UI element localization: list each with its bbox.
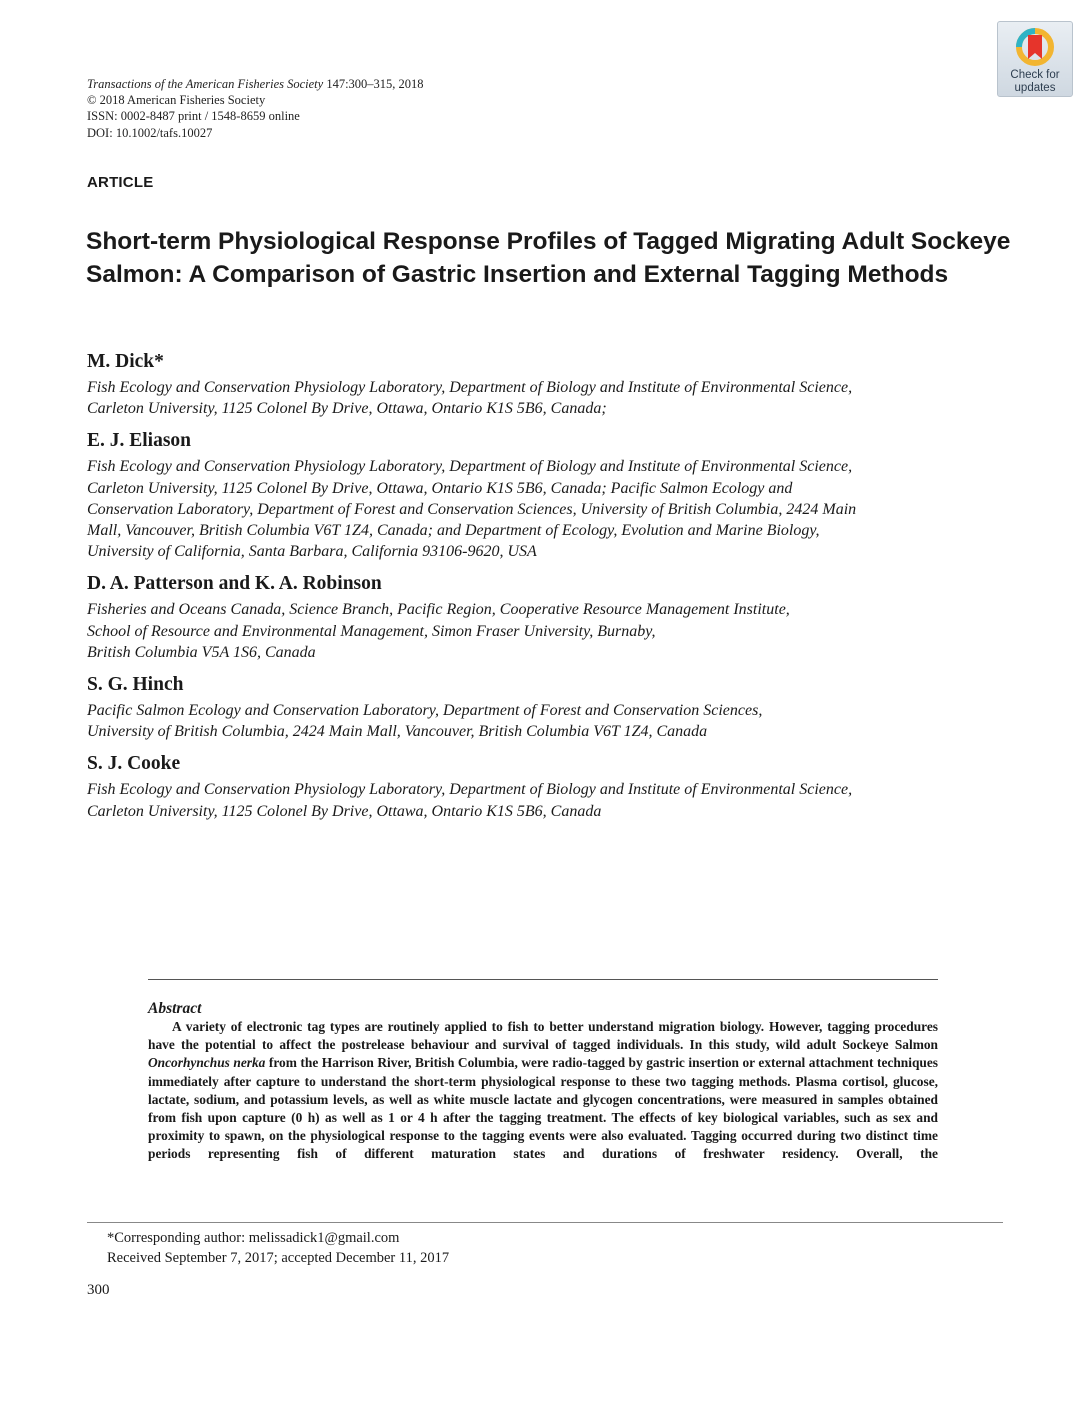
author-affiliation [87,700,1007,742]
page-number: 300 [87,1282,110,1298]
check-updates-icon [1013,26,1057,68]
author-list [87,350,1007,832]
author-name: D. A. Patterson and K. A. Robinson [87,573,382,595]
affiliation-line: Carleton University, 1125 Colonel By Drive, Ottawa, Ontario K1S 5B6, Canada; Pacific Salmon Ecology and [87,479,793,497]
abstract-section [148,999,938,1164]
affiliation-line: Fish Ecology and Conservation Physiology Laboratory, Department of Biology and Institute of Environmental Science, [87,781,853,799]
affiliation-line: Fish Ecology and Conservation Physiology Laboratory, Department of Biology and Institute of Environmental Science, [87,379,853,396]
author-block [87,429,1007,562]
author-affiliation [87,377,1007,419]
author-name: S. G. Hinch [87,674,184,696]
footnote-rule [87,1222,1003,1223]
author-affiliation [87,599,1007,663]
affiliation-line: Pacific Salmon Ecology and Conservation Laboratory, Department of Forest and Conservation Sciences, [87,702,763,720]
doi-line: DOI: 10.1002/tafs.10027 [87,125,213,140]
affiliation-line: Mall, Vancouver, British Columbia V6T 1Z4, Canada; and Department of Ecology, Evolution and Marine Biology, [87,522,820,540]
copyright-line: © 2018 American Fisheries Society [87,93,266,108]
corresponding-author: *Corresponding author: melissadick1@gmail.com [107,1230,400,1246]
abstract-body [148,1018,938,1164]
article-type-label: ARTICLE [87,174,154,191]
affiliation-line: Carleton University, 1125 Colonel By Drive, Ottawa, Ontario K1S 5B6, Canada; [87,400,607,418]
abstract-text-part-2: from the Harrison River, British Columbia, were radio-tagged by gastric insertion or external attachment techniques immediately after capture to understand the short-term physiological response to these two tagging methods. Plasma cortisol, glucose, lactate, sodium, and potassium levels, as well as white muscle lactate and glycogen concentrations, were measured in samples obtained from fish upon capture (0 h) as well as 1 or 4 h after the tagging treatment. The effects of key biological variables, such as sex and proximity to spawn, on the physiological response to the tagging events were also evaluated. Tagging occurred during two distinct time periods representing fish of different maturation states and durations of freshwater residency. Overall, the [148,1055,938,1162]
affiliation-line: School of Resource and Environmental Management, Simon Fraser University, Burnaby, [87,622,656,640]
badge-line-2: updates [1014,82,1056,94]
affiliation-line: British Columbia V5A 1S6, Canada [87,643,316,661]
author-affiliation [87,456,1007,562]
check-for-updates-badge[interactable] [997,21,1073,97]
journal-metadata [87,76,424,141]
author-name: M. Dick* [87,351,164,372]
affiliation-line: University of British Columbia, 2424 Main Mall, Vancouver, British Columbia V6T 1Z4, Canada [87,723,708,741]
species-name: Oncorhynchus nerka [148,1055,266,1071]
author-name: E. J. Eliason [87,430,192,452]
journal-citation [87,76,424,92]
author-block [87,350,1007,419]
badge-line-1: Check for [1010,69,1060,81]
affiliation-line: Carleton University, 1125 Colonel By Drive, Ottawa, Ontario K1S 5B6, Canada [87,802,602,820]
received-dates: Received September 7, 2017; accepted December 11, 2017 [107,1249,450,1266]
affiliation-line: University of California, Santa Barbara, California 93106-9620, USA [87,543,537,561]
journal-name: Transactions of the American Fisheries Society [87,77,324,91]
volume-pages: 147:300–315, 2018 [323,77,424,91]
abstract-text-part-1: A variety of electronic tag types are routinely applied to fish to better understand migration biology. However, tagging procedures have the potential to affect the postrelease behaviour and survival of tagged individuals. In this study, wild adult Sockeye Salmon [148,1019,938,1053]
affiliation-line: Fish Ecology and Conservation Physiology Laboratory, Department of Biology and Institute of Environmental Science, [87,458,853,476]
author-affiliation [87,779,1007,821]
article-title: Short-term Physiological Response Profiles of Tagged Migrating Adult Sockeye Salmon: A Comparison of Gastric Insertion and External Tagging Methods [86,228,1011,288]
footnote [107,1229,449,1268]
affiliation-line: Fisheries and Oceans Canada, Science Branch, Pacific Region, Cooperative Resource Management Institute, [87,601,790,619]
issn-line: ISSN: 0002-8487 print / 1548-8659 online [87,109,300,124]
author-name: S. J. Cooke [87,753,181,775]
affiliation-line: Conservation Laboratory, Department of Forest and Conservation Sciences, University of British Columbia, 2424 Main [87,500,857,518]
abstract-top-rule [148,979,938,980]
author-block [87,673,1007,742]
author-block [87,572,1007,663]
abstract-heading: Abstract [148,1000,202,1017]
author-block [87,752,1007,821]
